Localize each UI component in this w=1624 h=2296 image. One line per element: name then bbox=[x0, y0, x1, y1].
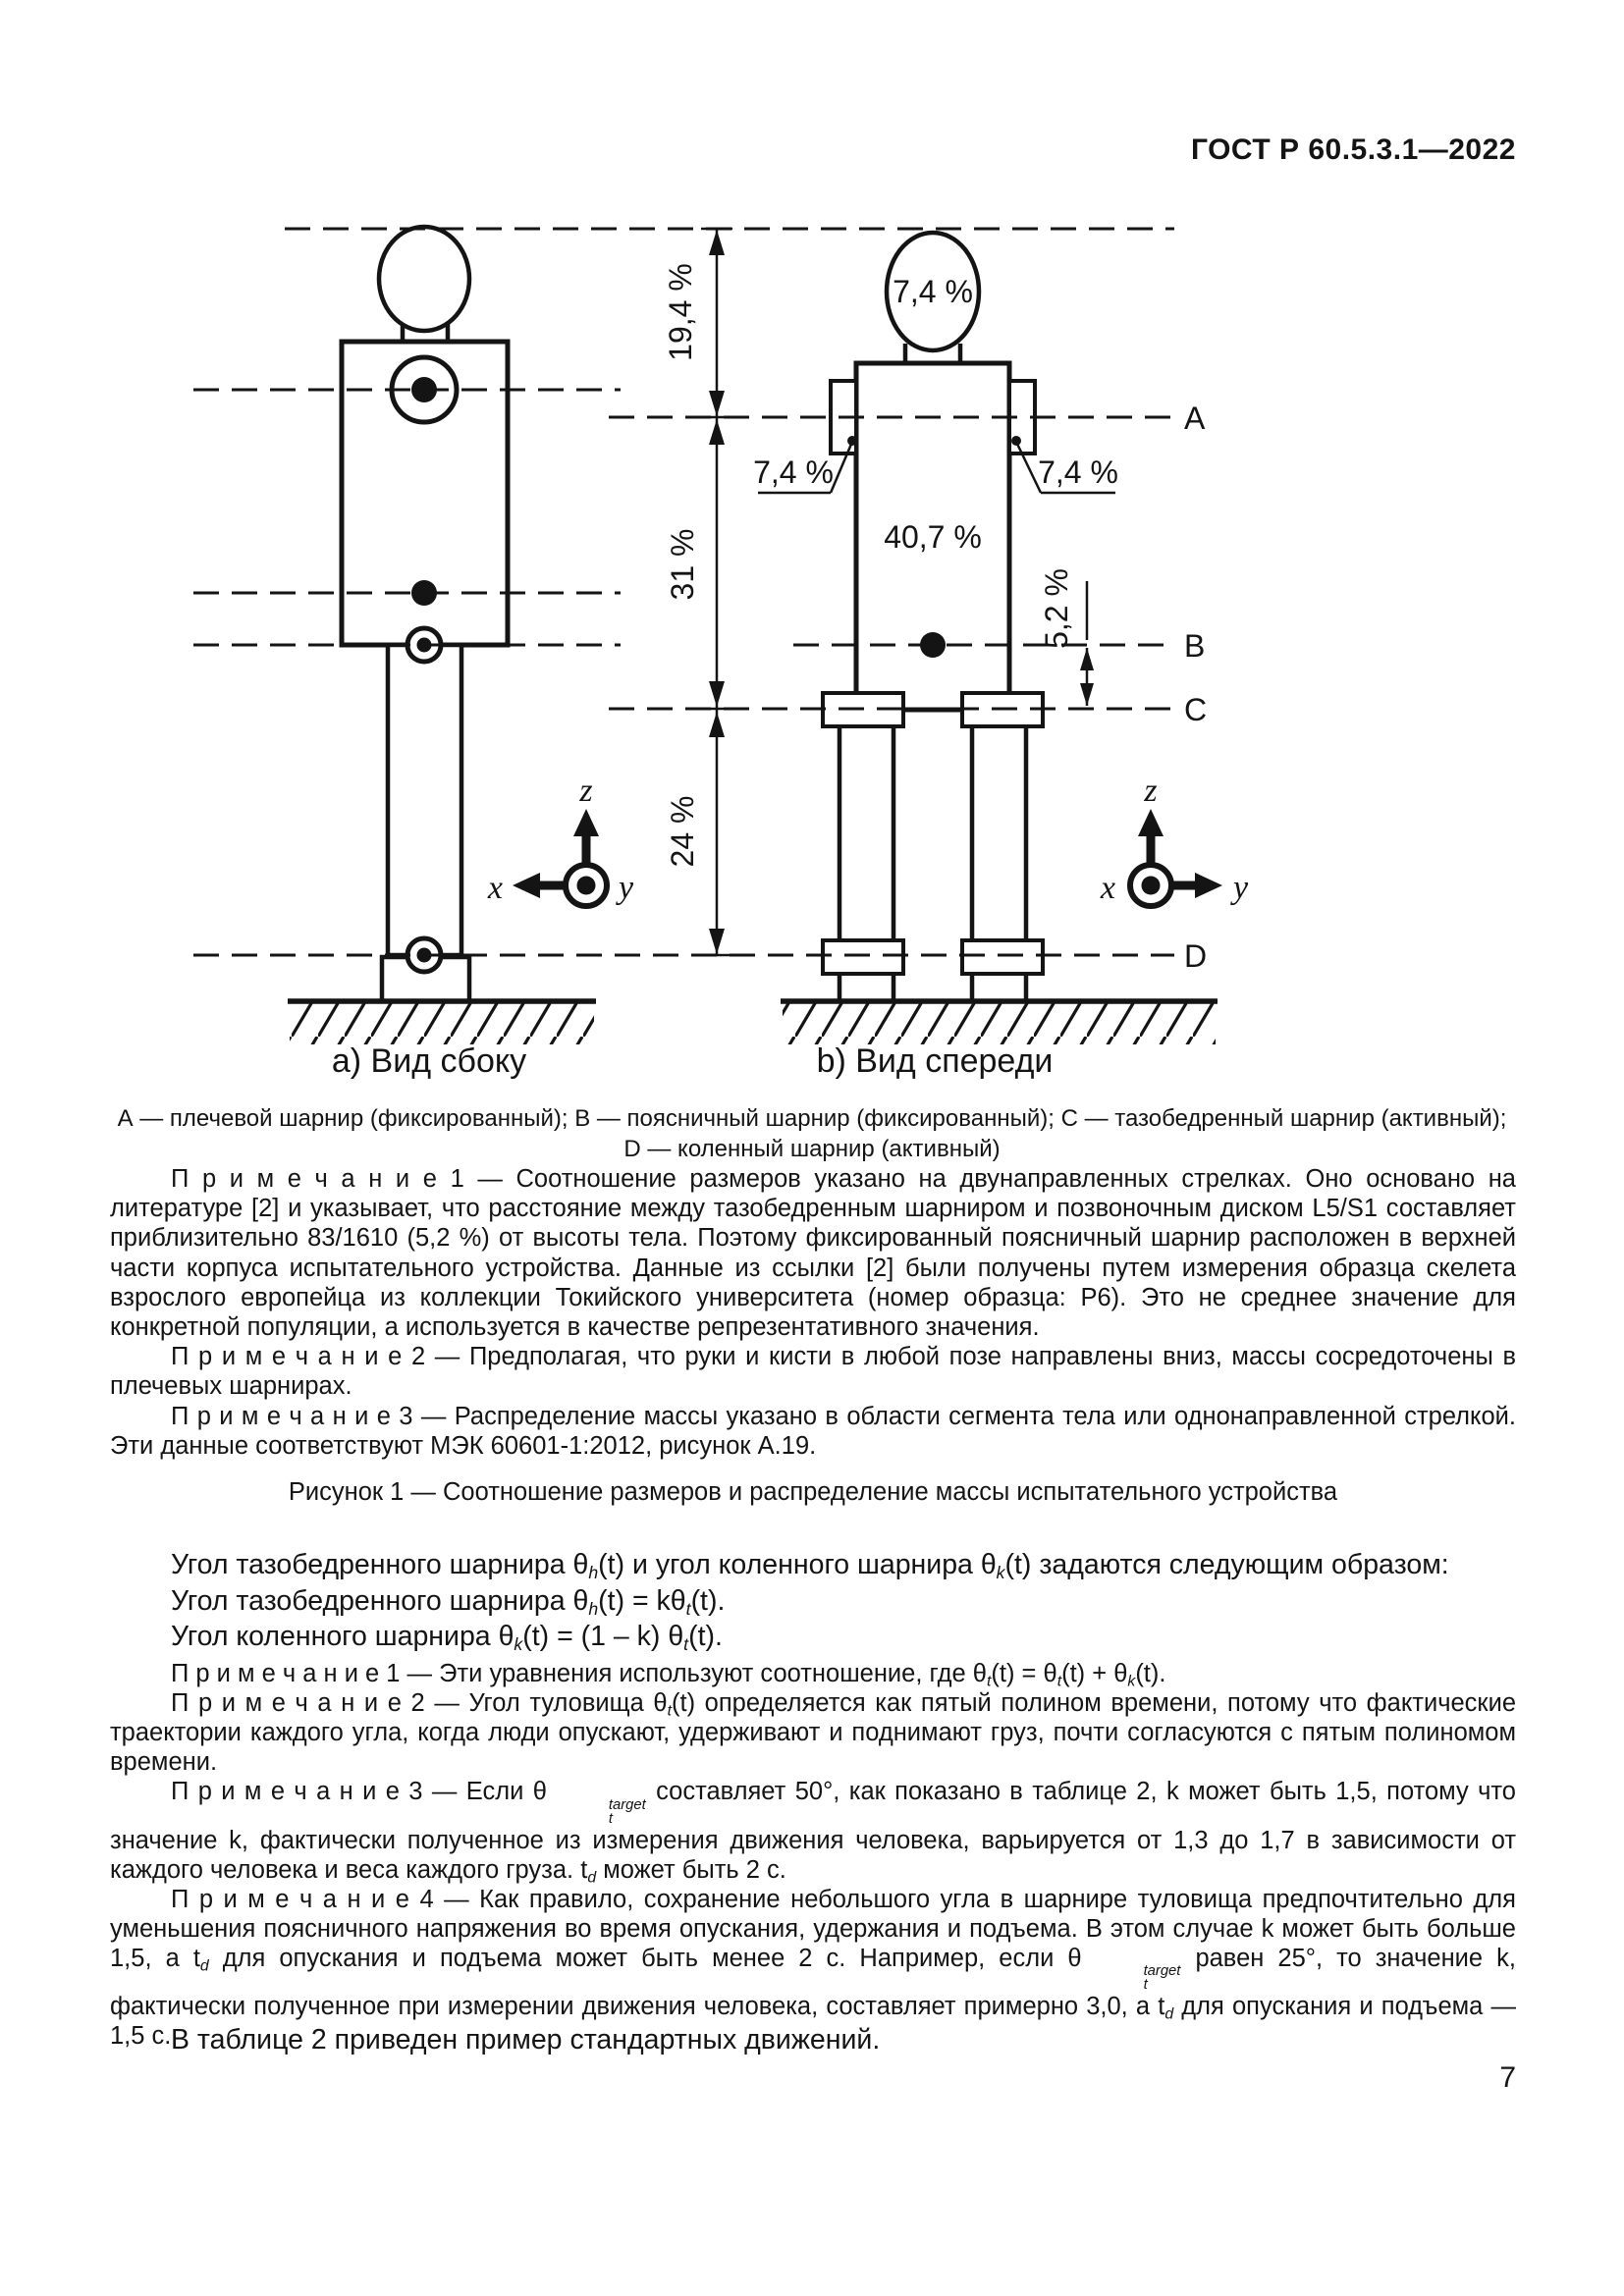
joint-label-C: C bbox=[1184, 692, 1208, 727]
mass-label-arm-right: 7,4 % bbox=[1038, 454, 1118, 490]
axis-x-label-front: x bbox=[1100, 870, 1115, 906]
figure-note-1: П р и м е ч а н и е 1 — Соотношение размеров указано на двунаправленных стрелках. Оно основано на литературе [2] и указывает, что расстояние между тазобедренным шарниром и позвоночным диском L5/S1 составляет приблизительно 83/1610 (5,2 %) от высоты тела. Поэтому фиксированный поясничный шарнир расположен в верхней части корпуса испытательного устройства. Данные из ссылки [2] были получены путем измерения образца скелета взрослого европейца из коллекции Токийского университета (номер образца: Р6). Это не среднее значение для конкретной популяции, а используется в качестве репрезентативного значения. bbox=[110, 1165, 1516, 1342]
axis-y-label-front: y bbox=[1233, 870, 1249, 906]
front-knee-block-left bbox=[823, 940, 903, 974]
mass-label-arm-left: 7,4 % bbox=[753, 454, 834, 490]
joint-label-B: B bbox=[1184, 628, 1206, 664]
equation-hip: Угол тазобедренного шарнира $\theta_h(t) = k\theta_t(t)$. bbox=[171, 1584, 726, 1619]
axis-z-label-side: z bbox=[579, 773, 593, 809]
axis-y-label-side: y bbox=[619, 870, 634, 906]
axes-side-view bbox=[487, 773, 634, 906]
theta-target-stack-2: target t bbox=[1143, 1963, 1181, 1994]
side-head bbox=[379, 227, 469, 331]
figure-title: Рисунок 1 — Соотношение размеров и распределение массы испытательного устройства bbox=[288, 1478, 1338, 1506]
front-ground-hatch bbox=[783, 1003, 1216, 1044]
dim-label-torso-height: 31 % bbox=[665, 528, 700, 601]
axes-front-view bbox=[1100, 773, 1249, 906]
closing-paragraph: В таблице 2 приведен пример стандартных движений. bbox=[171, 2024, 881, 2056]
figure-notes bbox=[110, 1164, 1516, 1461]
dimension-chain bbox=[663, 229, 732, 955]
equation-note-4: П р и м е ч а н и е 4 — Как правило, сохранение небольшого угла в шарнире туловища предпочтительно для уменьшения поясничного напряжения во время опускания, удержания и подъема. В этом случае k может быть больше 1,5, а $t_d$ для опускания и подъема может быть менее 2 с. Например, если θ target t равен 25°, то значение k, фактически полученное при измерении движения человека, составляет примерно 3,0, а $t_d$ для опускания и подъема — 1,5 с. bbox=[110, 1885, 1516, 2051]
joint-label-D: D bbox=[1184, 938, 1208, 974]
mass-label-torso: 40,7 % bbox=[884, 519, 982, 555]
standard-reference: ГОСТ Р 60.5.3.1—2022 bbox=[1190, 133, 1516, 166]
equations-block bbox=[110, 1547, 1516, 1655]
waist-offset-dimension bbox=[1039, 568, 1094, 706]
page-number: 7 bbox=[1499, 2061, 1516, 2094]
equation-note-2: П р и м е ч а н и е 2 — Угол туловища $\theta_t(t)$ определяется как пятый полином времени, потому что фактические траектории каждого угла, когда люди опускают, удерживают и поднимают груз, почти согласуются с пятым полиномом времени. bbox=[110, 1689, 1516, 1777]
equations-intro: Угол тазобедренного шарнира $\theta_h(t)$ и угол коленного шарнира $\theta_k(t)$ задаются следующим образом: bbox=[171, 1549, 1449, 1582]
figure-1-drawing bbox=[0, 0, 1624, 1097]
side-leg bbox=[388, 645, 461, 955]
joint-label-A: A bbox=[1184, 400, 1206, 436]
caption-side-view: a) Вид сбоку bbox=[331, 1042, 527, 1080]
theta-target-stack: target t bbox=[608, 1796, 646, 1827]
equation-knee: Угол коленного шарнира $\theta_k(t) = (1 - k)$ $\theta_t(t)$. bbox=[171, 1621, 723, 1654]
equation-note-3: П р и м е ч а н и е 3 — Если θ target t составляет 50°, как показано в таблице 2, k может быть 1,5, потому что значение k, фактически полученное из измерения движения человека, варьируется от 1,3 до 1,7 в зависимости от каждого человека и веса каждого груза. $t_d$ может быть 2 с. bbox=[110, 1778, 1516, 1887]
caption-front-view: b) Вид спереди bbox=[816, 1042, 1054, 1080]
dim-label-waist-offset: 5,2 % bbox=[1039, 568, 1074, 649]
axis-z-label-front: z bbox=[1144, 773, 1158, 809]
front-knee-block-right bbox=[962, 940, 1043, 974]
figure-note-3: П р и м е ч а н и е 3 — Распределение массы указано в области сегмента тела или однонаправленной стрелкой. Эти данные соответствуют МЭК 60601-1:2012, рисунок А.19. bbox=[110, 1402, 1516, 1460]
equation-note-1: П р и м е ч а н и е 1 — Эти уравнения используют соотношение, где $\theta_t(t) = \theta_t(t) + \theta_k(t)$. bbox=[171, 1660, 1166, 1690]
dim-label-leg-height: 24 % bbox=[665, 795, 700, 868]
figure-note-2: П р и м е ч а н и е 2 — Предполагая, что руки и кисти в любой позе направлены вниз, массы сосредоточены в плечевых шарнирах. bbox=[110, 1343, 1516, 1401]
front-view-figure bbox=[781, 233, 1218, 1044]
equation-notes bbox=[110, 1659, 1516, 2051]
dim-label-head-height: 19,4 % bbox=[663, 263, 698, 361]
figure-legend-line1: А — плечевой шарнир (фиксированный); В — поясничный шарнир (фиксированный); С — тазобедренный шарнир (активный); bbox=[117, 1105, 1507, 1132]
figure-legend bbox=[81, 1103, 1543, 1164]
mass-label-head: 7,4 % bbox=[893, 274, 973, 309]
side-ground-hatch bbox=[290, 1003, 594, 1044]
figure-legend-line2: D — коленный шарнир (активный) bbox=[623, 1136, 1001, 1162]
side-view-figure bbox=[288, 227, 596, 1044]
view-captions bbox=[332, 1042, 1054, 1080]
axis-x-label-side: x bbox=[487, 870, 503, 906]
